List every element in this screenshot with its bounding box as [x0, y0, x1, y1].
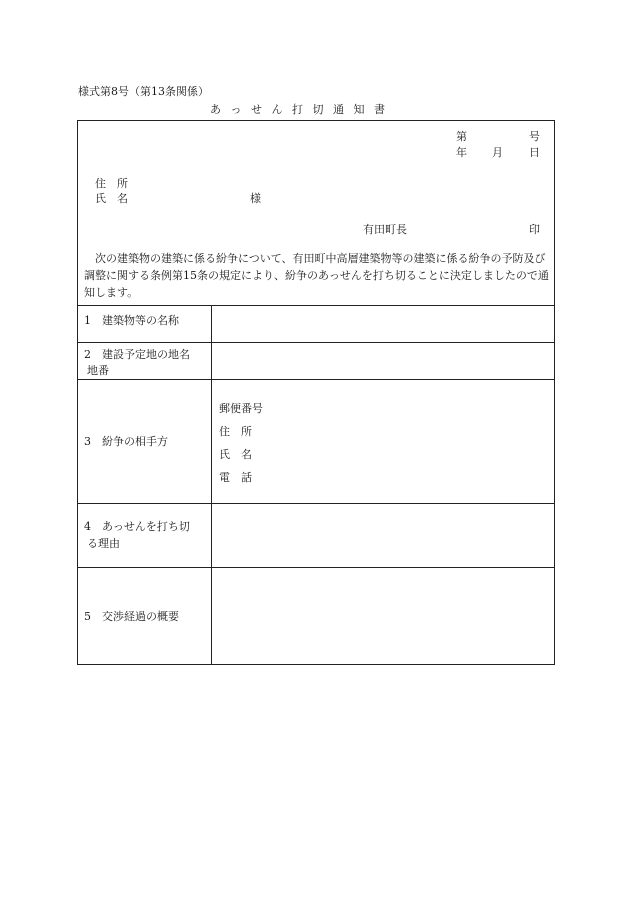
- document-title: あ っ せ ん 打 切 通 知 書: [210, 103, 388, 116]
- date-day: 日: [529, 146, 540, 159]
- row-divider: [78, 342, 554, 343]
- number-suffix: 号: [529, 130, 540, 143]
- row-label-site-location: 2 建設予定地の地名: [84, 348, 190, 361]
- party-address-label: 住 所: [219, 425, 252, 438]
- form-number-label: 様式第8号（第13条関係）: [78, 85, 209, 98]
- notice-body-text: 次の建築物の建築に係る紛争について、有田町中高層建築物等の建築に係る紛争の予防及び調整に関する条例第15条の規定により、紛争のあっせんを打ち切ることに決定しましたので通知します。: [84, 252, 549, 300]
- column-divider: [211, 305, 212, 664]
- row-label-dispute-party: 3 紛争の相手方: [84, 435, 168, 448]
- row-label-negotiation-summary: 5 交渉経過の概要: [84, 610, 179, 623]
- recipient-honorific: 様: [250, 192, 261, 205]
- number-prefix: 第: [456, 130, 467, 143]
- row-divider: [78, 567, 554, 568]
- issuer-name: 有田町長: [363, 223, 407, 236]
- party-name-label: 氏 名: [219, 448, 252, 461]
- recipient-address-label: 住 所: [95, 177, 128, 190]
- row-label-termination-reason: 4 あっせんを打ち切: [84, 520, 190, 533]
- recipient-name-label: 氏 名: [95, 192, 128, 205]
- row-label-termination-reason-line2: る理由: [87, 537, 120, 550]
- row-divider: [78, 379, 554, 380]
- issuer-seal: 印: [529, 223, 540, 236]
- date-month: 月: [492, 146, 503, 159]
- table-top-line: [78, 305, 554, 306]
- form-frame: [77, 120, 555, 665]
- party-postal-code-label: 郵便番号: [219, 402, 263, 415]
- date-year: 年: [456, 146, 467, 159]
- row-label-site-location-line2: 地番: [87, 364, 109, 377]
- party-phone-label: 電 話: [219, 471, 252, 484]
- row-divider: [78, 503, 554, 504]
- row-label-building-name: 1 建築物等の名称: [84, 314, 179, 327]
